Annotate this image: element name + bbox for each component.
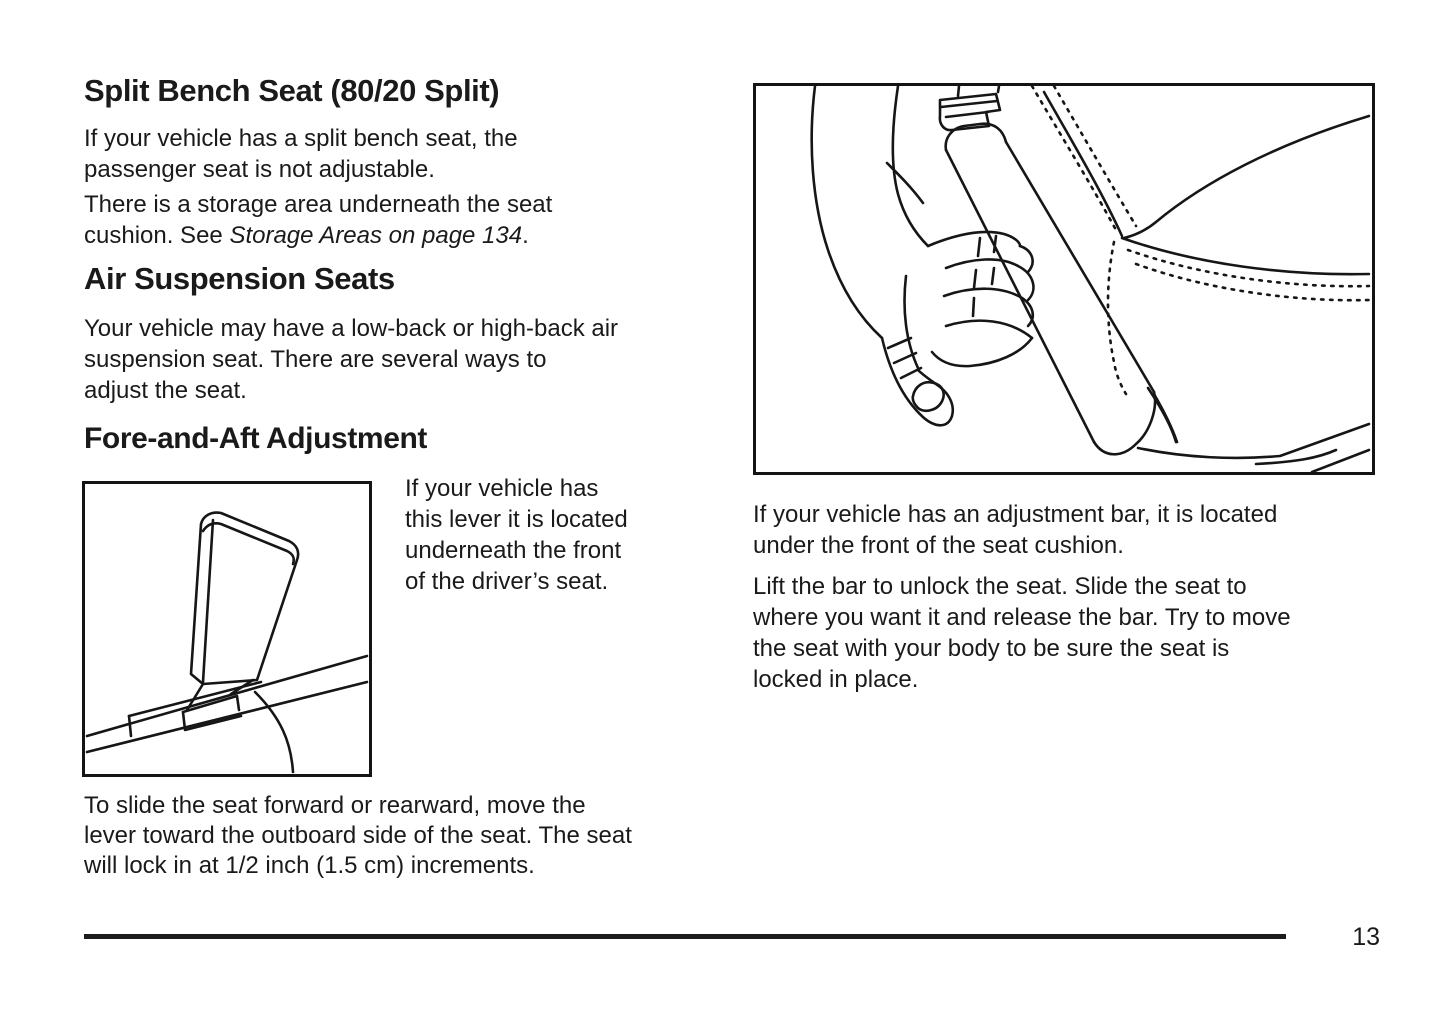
heading-air-suspension-seats: Air Suspension Seats <box>84 261 395 296</box>
text-line: locked in place. <box>753 666 919 693</box>
caption-line: of the driver’s seat. <box>405 568 609 595</box>
paragraph-air-suspension <box>84 313 618 406</box>
text-segment: cushion. See <box>84 222 230 249</box>
text-line: Lift the bar to unlock the seat. Slide the seat to <box>753 573 1247 600</box>
paragraph-adjustment-bar <box>753 499 1277 561</box>
paragraph-lift-bar <box>753 571 1291 695</box>
seat-cushion <box>1032 86 1369 394</box>
text-line: If your vehicle has an adjustment bar, it is located <box>753 501 1278 528</box>
figure-caption-lever <box>405 473 628 597</box>
text-line: If your vehicle has a split bench seat, the <box>84 125 518 152</box>
text-line: There is a storage area underneath the seat <box>84 191 553 218</box>
text-line: lever toward the outboard side of the seat. The seat <box>84 822 632 849</box>
text-line: under the front of the seat cushion. <box>753 532 1124 559</box>
caption-line: If your vehicle has <box>405 475 599 502</box>
text-line: the seat with your body to be sure the seat is <box>753 635 1230 662</box>
text-line: To slide the seat forward or rearward, move the <box>84 792 586 819</box>
lever-drawing <box>87 513 367 772</box>
figure-lever <box>82 481 372 777</box>
arm-outline <box>812 86 928 368</box>
paragraph-slide-seat <box>84 791 632 881</box>
paragraph-split-bench <box>84 123 518 185</box>
thumb-nail <box>913 382 944 411</box>
heading-split-bench-seat: Split Bench Seat (80/20 Split) <box>84 73 500 108</box>
text-line: adjust the seat. <box>84 377 247 404</box>
page-number: 13 <box>1352 923 1380 951</box>
caption-line: this lever it is located <box>405 506 628 533</box>
hand-and-bar-drawing <box>812 86 1369 472</box>
adjustment-bar-illustration <box>756 86 1372 472</box>
text-line: where you want it and release the bar. Try to move <box>753 604 1291 631</box>
footer-rule <box>84 934 1286 939</box>
text-line <box>84 220 552 251</box>
text-line: Your vehicle may have a low-back or high-back air <box>84 315 619 342</box>
thumb-outline <box>882 338 953 425</box>
heading-fore-and-aft-adjustment: Fore-and-Aft Adjustment <box>84 422 427 455</box>
cross-reference-storage-areas: Storage Areas on page 134 <box>229 222 523 249</box>
fingers-outline <box>928 232 1033 366</box>
text-line: passenger seat is not adjustable. <box>84 156 435 183</box>
caption-line: underneath the front <box>405 537 622 564</box>
text-line: will lock in at 1/2 inch (1.5 cm) increments. <box>84 852 535 879</box>
text-line: suspension seat. There are several ways to <box>84 346 547 373</box>
figure-adjustment-bar <box>753 83 1375 475</box>
text-segment: . <box>522 222 529 249</box>
lever-illustration <box>85 484 369 774</box>
paragraph-storage-area <box>84 189 552 251</box>
